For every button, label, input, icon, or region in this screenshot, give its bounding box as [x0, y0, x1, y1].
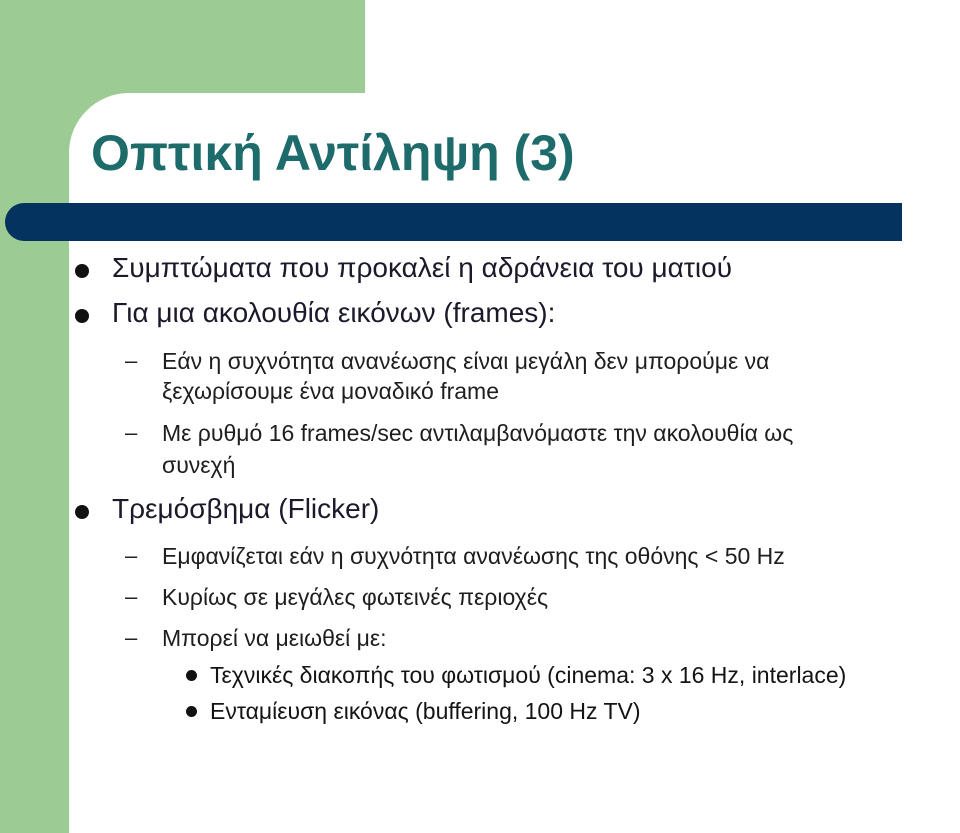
bullet-text: Συμπτώματα που προκαλεί η αδράνεια του ματιού — [112, 252, 733, 283]
dash-icon: – — [125, 625, 138, 650]
sub-bullet-text: Κυρίως σε μεγάλες φωτεινές περιοχές — [162, 584, 549, 610]
dash-icon: – — [125, 420, 138, 445]
bullet-text: Για μια ακολουθία εικόνων (frames): — [112, 297, 556, 328]
bullet-icon — [75, 505, 89, 519]
sub-bullet-text-continued: συνεχή — [162, 452, 236, 478]
sub-bullet-text: Μπορεί να μειωθεί με: — [162, 625, 387, 651]
sub-sub-bullet-icon — [186, 706, 197, 717]
bullet-text: Τρεμόσβημα (Flicker) — [112, 493, 380, 524]
dash-icon: – — [125, 584, 138, 609]
title-underline-bar — [5, 203, 902, 241]
bullet-icon — [75, 264, 89, 278]
dash-icon: – — [125, 543, 138, 568]
sub-sub-bullet-text: Ενταμίευση εικόνας (buffering, 100 Hz TV) — [210, 698, 641, 724]
sub-bullet-text: Με ρυθμό 16 frames/sec αντιλαμβανόμαστε την ακολουθία ως — [162, 420, 794, 446]
sub-bullet-text-continued: ξεχωρίσουμε ένα μοναδικό frame — [162, 378, 500, 404]
bullet-icon — [75, 309, 89, 323]
sub-bullet-text: Εάν η συχνότητα ανανέωσης είναι μεγάλη δεν μπορούμε να — [162, 348, 770, 374]
slide-title: Οπτική Αντίληψη (3) — [91, 125, 575, 181]
sub-bullet-text: Εμφανίζεται εάν η συχνότητα ανανέωσης της οθόνης < 50 Hz — [162, 543, 785, 569]
dash-icon: – — [125, 348, 138, 373]
sub-sub-bullet-text: Τεχνικές διακοπής του φωτισμού (cinema: 3 x 16 Hz, interlace) — [210, 662, 847, 688]
sub-sub-bullet-icon — [186, 670, 197, 681]
